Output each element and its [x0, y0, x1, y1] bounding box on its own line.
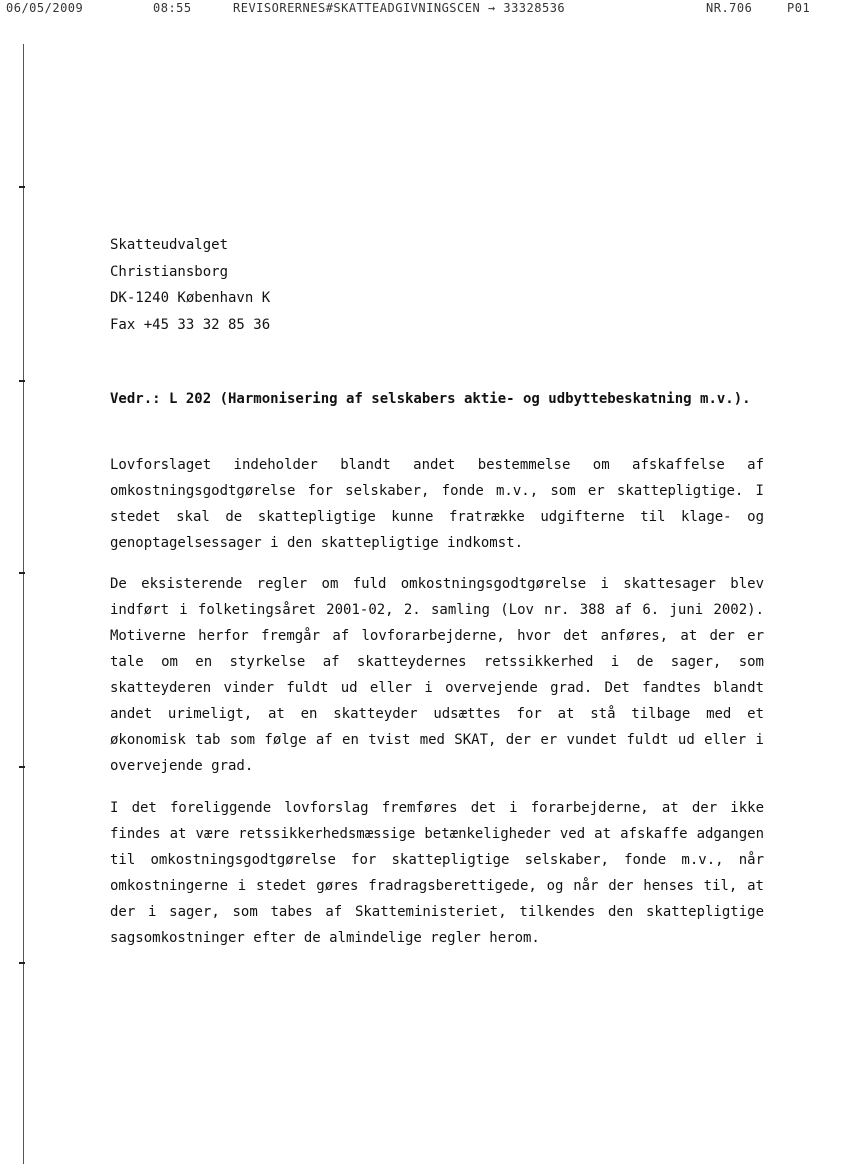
margin-tick — [19, 380, 25, 382]
address-line-2: Christiansborg — [110, 263, 229, 280]
fax-number: NR.706 — [706, 1, 753, 15]
address-line-4: Fax +45 33 32 85 36 — [110, 316, 271, 333]
recipient-address — [110, 232, 270, 338]
fax-sender: REVISORERNES#SKATTEADGIVNINGSCEN → 33328536 — [233, 1, 566, 15]
fax-time: 08:55 — [153, 1, 192, 15]
scan-margin-line — [23, 44, 24, 1164]
address-line-1: Skatteudvalget — [110, 237, 229, 253]
margin-tick — [19, 572, 25, 574]
fax-header — [0, 0, 847, 18]
paragraph-3: I det foreliggende lovforslag fremføres det i forarbejderne, at der ikke findes at være retssikkerhedsmæssige betænkeligheder ved at afskaffe adgangen til omkostningsgodtgørelse for skattepligtige selskaber, fonde m.v., når omkostningerne i stedet gøres fradragsberettigede, og når der henses til, at der i sager, som tabes af Skatteministeriet, tilkendes den skattepligtige sagsomkostninger efter de almindelige regler herom. — [110, 800, 764, 946]
address-line-3: DK-1240 København K — [110, 290, 271, 306]
fax-date: 06/05/2009 — [6, 1, 84, 15]
subject-line: Vedr.: L 202 (Harmonisering af selskabers aktie- og udbyttebeskatning m.v.). — [110, 391, 751, 407]
paragraph-2: De eksisterende regler om fuld omkostningsgodtgørelse i skattesager blev indført i folketingsåret 2001-02, 2. samling (Lov nr. 388 af 6. juni 2002). Motiverne herfor fremgår af lovforarbejderne, hvor det anføres, at der er tale om en styrkelse af skatteydernes retssikkerhed i de sager, som skatteyderen vinder fuldt ud eller i overvejende grad. Det fandtes blandt andet urimeligt, at en skatteyder udsættes for at stå tilbage med et økonomisk tab som følge af en tvist med SKAT, der er vundet fuldt ud eller i overvejende grad. — [110, 576, 764, 774]
margin-tick — [19, 186, 25, 188]
margin-tick — [19, 962, 25, 964]
paragraph-1: Lovforslaget indeholder blandt andet bestemmelse om afskaffelse af omkostningsgodtgørelse for selskaber, fonde m.v., som er skattepligtige. I stedet skal de skattepligtige kunne fratrække udgifterne til klage- og genoptagelsessager i den skattepligtige indkomst. — [110, 457, 764, 551]
fax-page: P01 — [787, 1, 811, 15]
margin-tick — [19, 766, 25, 768]
